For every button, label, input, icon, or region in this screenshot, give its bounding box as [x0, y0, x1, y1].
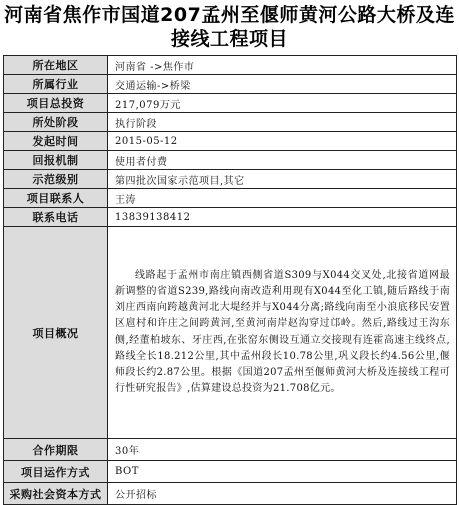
table-row — [4, 439, 457, 461]
row-value-launch-date: 2015-05-12 — [108, 132, 457, 151]
row-value-demo-level: 第四批次国家示范项目,其它 — [108, 170, 457, 189]
project-info-table — [3, 55, 457, 505]
row-value-operation-mode: BOT — [108, 461, 457, 483]
row-label-total-investment: 项目总投资 — [4, 94, 108, 113]
row-label-contact: 项目联系人 — [4, 189, 108, 208]
row-label-operation-mode: 项目运作方式 — [4, 461, 108, 483]
row-label-launch-date: 发起时间 — [4, 132, 108, 151]
table-row — [4, 208, 457, 227]
row-value-overview: 线路起于孟州市南庄镇西侧省道S309与X044交叉处,北接省道网最新调整的省道S239,路线向南改造利用现有X044至化工镇,随后路线于南刘庄西南向跨越黄河北大堤经并与X044分离;路线向南至小浪底移民安置区扈村和许庄之间跨黄河,至黄河南岸赵沟穿过邙岭。然后,路线过王沟东侧,经董柏坡东、牙庄西,在张窑东侧设互通立交接现有连霍高速主线终点,路线全长18.212公里,其中孟州段长10.78公里,巩义段长约4.56公里,偃师段长约2.87公里。根据《国道207孟州至偃师黄河大桥及连接线工程可行性研究报告》,估算建设总投资为21.708亿元。 — [108, 227, 457, 439]
row-value-return-mechanism: 使用者付费 — [108, 151, 457, 170]
table-row — [4, 227, 457, 439]
row-value-total-investment: 217,079万元 — [108, 94, 457, 113]
row-label-return-mechanism: 回报机制 — [4, 151, 108, 170]
row-value-stage: 执行阶段 — [108, 113, 457, 132]
table-row — [4, 113, 457, 132]
table-row — [4, 94, 457, 113]
row-value-phone: 13839138412 — [108, 208, 457, 227]
row-label-demo-level: 示范级别 — [4, 170, 108, 189]
row-label-term: 合作期限 — [4, 439, 108, 461]
row-label-overview: 项目概况 — [4, 227, 108, 439]
row-label-phone: 联系电话 — [4, 208, 108, 227]
table-row — [4, 483, 457, 505]
table-row — [4, 189, 457, 208]
document-title: 河南省焦作市国道207孟州至偃师黄河公路大桥及连接线工程项目 — [4, 4, 455, 50]
table-row — [4, 75, 457, 94]
row-label-stage: 所处阶段 — [4, 113, 108, 132]
row-value-contact: 王涛 — [108, 189, 457, 208]
row-value-procurement: 公开招标 — [108, 483, 457, 505]
table-row — [4, 170, 457, 189]
table-row — [4, 56, 457, 75]
table-row — [4, 151, 457, 170]
row-label-procurement: 采购社会资本方式 — [4, 483, 108, 505]
row-value-term: 30年 — [108, 439, 457, 461]
row-label-industry: 所属行业 — [4, 75, 108, 94]
table-row — [4, 132, 457, 151]
row-label-region: 所在地区 — [4, 56, 108, 75]
row-value-region: 河南省 ->焦作市 — [108, 56, 457, 75]
row-value-industry: 交通运输->桥梁 — [108, 75, 457, 94]
table-row — [4, 461, 457, 483]
